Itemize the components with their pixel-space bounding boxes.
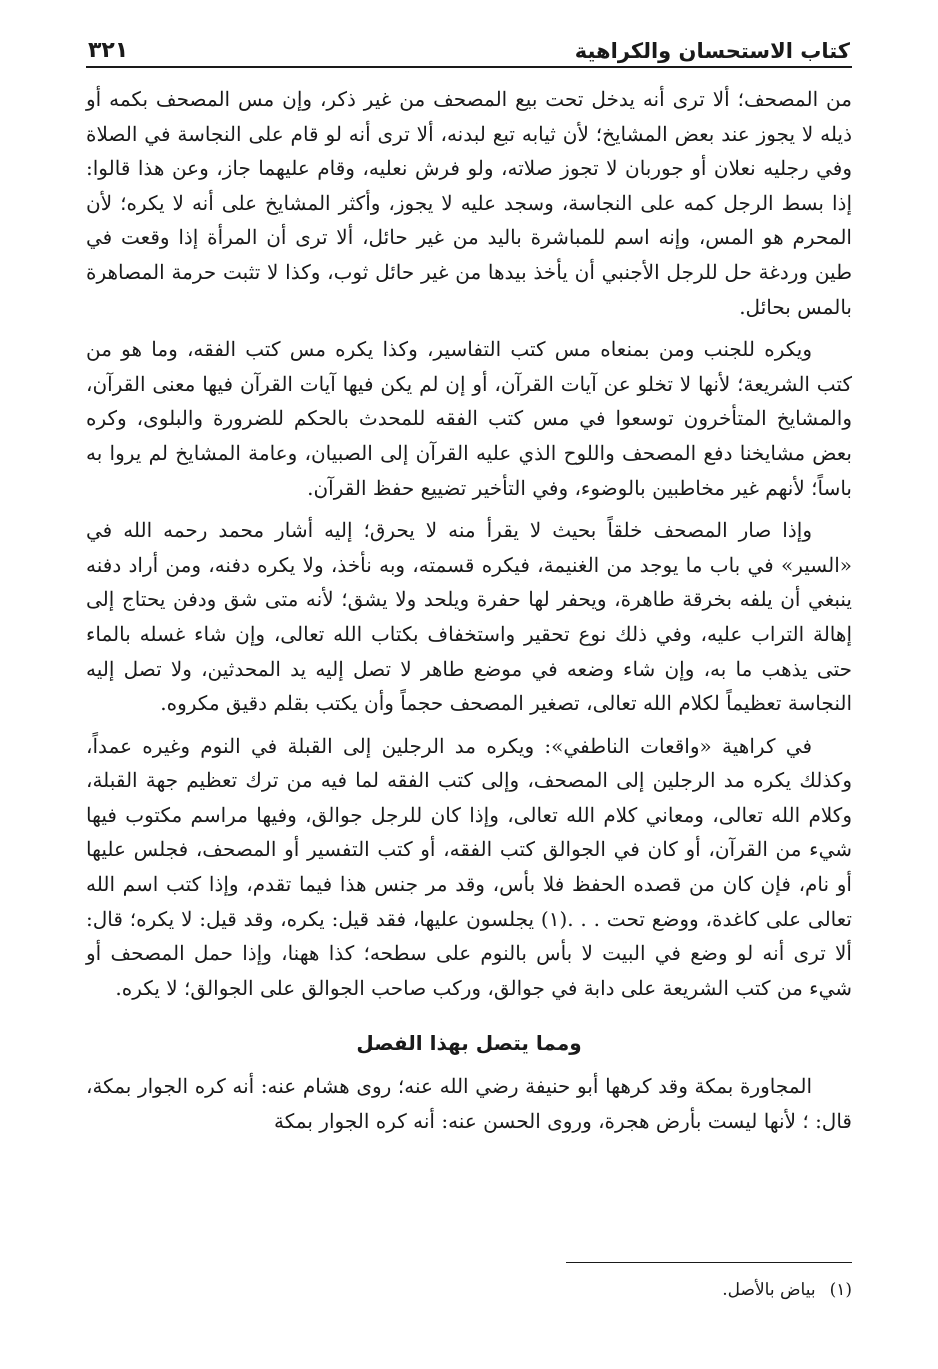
paragraph-2: ويكره للجنب ومن بمنعاه مس كتب التفاسير، وكذا يكره مس كتب الفقه، وما هو من كتب الشريعة؛ لأنها لا تخلو عن آيات القرآن، أو إن لم يكن فيها آيات القرآن فيها معنى القرآن، والمشايخ المتأخرون توسعوا في مس كتب الفقه للمحدث بالحكم للضرورة والبلوى، وكره بعض مشايخنا دفع المصحف واللوح الذي عليه القرآن إلى الصبيان، وعامة المشايخ لم يروا به باساً؛ لأنهم غير مخاطبين بالوضوء، وفي التأخير تضييع حفظ القرآن.	[86, 337, 852, 500]
footnote-marker: (١)	[829, 1280, 852, 1300]
footnote-text: بياض بالأصل.	[722, 1280, 816, 1300]
section-heading: ومما يتصل بهذا الفصل	[356, 1031, 582, 1056]
paragraph-3: وإذا صار المصحف خلقاً بحيث لا يقرأ منه لا يحرق؛ إليه أشار محمد رحمه الله في «السير» في باب ما يوجد من الغنيمة، فيكره قسمته، وبه نأخذ، ولا يكره دفنه، ومن أراد دفنه ينبغي أن يلفه بخرقة طاهرة، ويحفر لها حفرة ويلحد ولا يشق؛ لأنه متى شق ودفن يحتاج إلى إهالة التراب عليه، وفي ذلك نوع تحقير واستخفاف بكتاب الله تعالى، وإن شاء غسله بالماء حتى يذهب ما به، وإن شاء وضعه في موضع طاهر لا تصل إليه يد المحدثين، ولا تصل إليه النجاسة تعظيماً لكلام الله تعالى، تصغير المصحف حجماً وأن يكتب بقلم دقيق مكروه.	[86, 518, 852, 716]
page-number: ٣٢١	[88, 38, 129, 63]
running-header	[88, 22, 850, 66]
paragraph-4: في كراهية «واقعات الناطفي»: ويكره مد الرجلين إلى القبلة في النوم وغيره عمداً، وكذلك يكره مد الرجلين إلى المصحف، وإلى كتب الفقه لما فيه من ترك تعظيم جهة القبلة، وكلام الله تعالى، ومعاني كلام الله تعالى، وإذا كان للرجل جوالق، وفيها مراسم مكتوب فيها شيء من القرآن، أو كان في الجوالق كتب الفقه، أو كتب التفسير أو المصحف، فجلس عليها أو نام، فإن كان من قصده الحفظ فلا بأس، وقد مر جنس هذا فيما تقدم، وإذا كتب اسم الله تعالى على كاغدة، ووضع تحت . . .(١) يجلسون عليها، فقد قيل: يكره، وقد قيل: لا يكره؛ قال: ألا ترى أنه لو وضع في البيت لا بأس بالنوم على سطحه؛ كذا ههنا، وإذا حمل المصحف أو شيء من كتب الشريعة على دابة في جوالق، وركب صاحب الجوالق على الجوالق؛ لا يكره.	[86, 733, 852, 1000]
footnote-divider	[566, 1262, 852, 1263]
paragraph-1: من المصحف؛ ألا ترى أنه يدخل تحت بيع المصحف من غير ذكر، وإن مس المصحف بكمه أو ذيله لا يجوز عند بعض المشايخ؛ لأن ثيابه تبع لبدنه، ألا ترى أنه لو قام على النجاسة في الصلاة وفي رجليه نعلان أو جوربان لا تجوز صلاته، ولو فرش نعليه، وقام عليهما جاز، وعن هذا قالوا: إذا بسط الرجل كمه على النجاسة، وسجد عليه لا يجوز، وأكثر المشايخ على أنه لا يكره؛ لأن المحرم هو المس، وإنه اسم للمباشرة باليد من غير حائل، ألا ترى أن المرأة إذا وقعت في طين وردغة حل للرجل الأجنبي أن يأخذ بيدها من غير حائل ثوب، وكذا لا تثبت حرمة المصاهرة بالمس بحائل.	[86, 87, 852, 319]
footnote	[86, 1276, 852, 1304]
running-header-title: كتاب الاستحسان والكراهية	[574, 39, 850, 63]
main-text	[86, 82, 852, 1139]
header-divider	[86, 66, 852, 68]
closing-paragraph: المجاورة بمكة وقد كرهها أبو حنيفة رضي الله عنه؛ روى هشام عنه: أنه كره الجوار بمكة، قال: ؛ لأنها ليست بأرض هجرة، وروى الحسن عنه: أنه كره الجوار بمكة	[86, 1074, 852, 1134]
